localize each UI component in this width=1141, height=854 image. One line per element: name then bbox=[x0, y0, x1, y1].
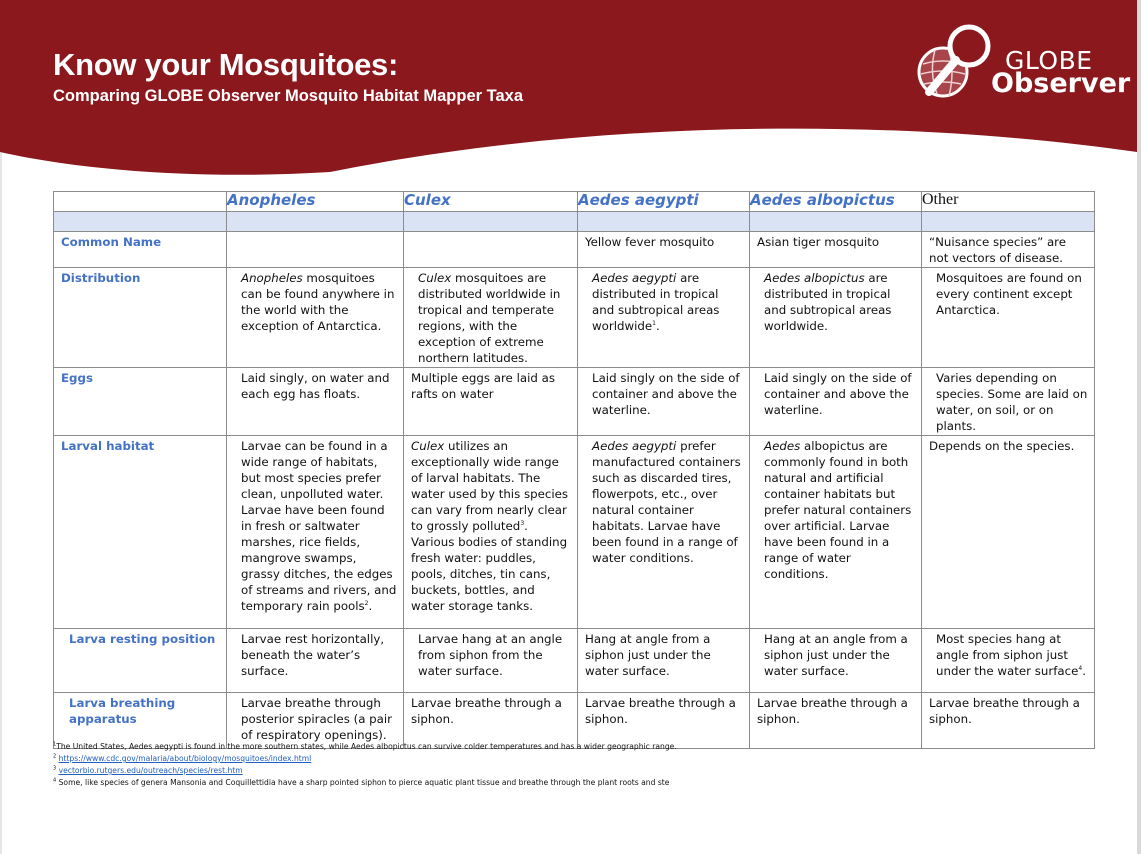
cell-text: Laid singly on the side of container and above the waterline. bbox=[764, 371, 912, 417]
footnote-link[interactable]: vectorbio.rutgers.edu/outreach/species/rest.htm bbox=[58, 766, 243, 775]
cell-text: Yellow fever mosquito bbox=[585, 235, 715, 249]
table-header-row bbox=[54, 192, 1095, 212]
table-cell bbox=[578, 268, 750, 368]
table-cell bbox=[922, 629, 1095, 693]
cell-text: “Nuisance species” are not vectors of disease. bbox=[929, 235, 1067, 265]
cell-text: Larvae breathe through posterior spiracles (a pair of respiratory openings). bbox=[241, 696, 393, 742]
taxon-name: Aedes bbox=[764, 439, 801, 453]
cell-text: Larvae can be found in a wide range of habitats, but most species prefer clean, unpolluted water. Larvae have been found in fresh or saltwater marshes, rice fields, mangrove swamps, grassy ditches, the edges of streams and rivers, and temporary rain pools bbox=[241, 439, 397, 613]
footnote-text: The United States, Aedes aegypti is found in the more southern states, while Aedes albopictus can survive colder temperatures and has a wider geographic range. bbox=[56, 742, 677, 751]
cell-text-tail: . Various bodies of standing fresh water: puddles, pools, ditches, tin cans, buckets, bottles, and water storage tanks. bbox=[411, 519, 568, 613]
row-label: Larva resting position bbox=[54, 629, 227, 693]
header-empty-cell bbox=[54, 192, 227, 212]
cell-text: mosquitoes can be found anywhere in the world with the exception of Antarctica. bbox=[241, 271, 395, 333]
table-cell bbox=[404, 268, 578, 368]
table-cell bbox=[404, 436, 578, 629]
column-header-aedes-aegypti: Aedes aegypti bbox=[578, 192, 750, 212]
cell-text: Hang at an angle from a siphon just under the water surface. bbox=[764, 632, 908, 678]
table-cell bbox=[578, 368, 750, 436]
table-cell bbox=[227, 368, 404, 436]
column-header-other: Other bbox=[922, 192, 1095, 212]
page-subtitle: Comparing GLOBE Observer Mosquito Habitat Mapper Taxa bbox=[53, 87, 524, 105]
cell-text: Depends on the species. bbox=[929, 439, 1075, 453]
cell-text: albopictus are commonly found in both natural and artificial container habitats but prefer natural containers over artificial. Larvae have been found in a range of water conditions. bbox=[764, 439, 912, 581]
table-row-distribution bbox=[54, 268, 1095, 368]
page-title: Know your Mosquitoes: bbox=[53, 47, 399, 82]
table-cell bbox=[922, 436, 1095, 629]
footnote-link[interactable]: https://www.cdc.gov/malaria/about/biology/mosquitoes/index.html bbox=[58, 754, 312, 763]
table-row-larva-resting-position bbox=[54, 629, 1095, 693]
footnote-2 bbox=[53, 753, 677, 765]
table-cell bbox=[750, 693, 922, 749]
taxon-name: Aedes aegypti bbox=[592, 271, 677, 285]
column-header-culex: Culex bbox=[404, 192, 578, 212]
footnote-number: 4 bbox=[53, 777, 57, 784]
logo-text-observer: Observer bbox=[991, 68, 1131, 99]
table-body bbox=[54, 232, 1095, 749]
row-label: Common Name bbox=[54, 232, 227, 268]
table-cell bbox=[578, 232, 750, 268]
taxon-name: Aedes albopictus bbox=[764, 271, 865, 285]
table-cell bbox=[922, 232, 1095, 268]
footnote-ref[interactable]: 1 bbox=[652, 320, 656, 328]
cell-text: Hang at angle from a siphon just under the water surface. bbox=[585, 632, 711, 678]
cell-text: Multiple eggs are laid as rafts on water bbox=[411, 371, 555, 401]
cell-text-tail: . bbox=[655, 319, 660, 333]
table-cell bbox=[227, 232, 404, 268]
cell-text: Larvae breathe through a siphon. bbox=[585, 696, 736, 726]
cell-text: Most species hang at angle from siphon just under the water surface bbox=[936, 632, 1079, 678]
table-cell bbox=[750, 368, 922, 436]
footnote-text: Some, like species of genera Mansonia and Coquillettidia have a sharp pointed siphon to pierce aquatic plant tissue and breathe through the plant roots and ste bbox=[58, 778, 670, 787]
footnote-number: 3 bbox=[53, 765, 57, 772]
taxon-name: Aedes aegypti bbox=[592, 439, 677, 453]
taxon-name: Culex bbox=[411, 439, 445, 453]
cell-text-tail: . bbox=[1082, 664, 1086, 678]
column-header-anopheles: Anopheles bbox=[227, 192, 404, 212]
cell-text: mosquitoes are distributed worldwide in tropical and temperate regions, with the exception of extreme northern latitudes. bbox=[418, 271, 561, 365]
cell-text: Larvae breathe through a siphon. bbox=[411, 696, 562, 726]
table-cell bbox=[750, 629, 922, 693]
taxon-name: Anopheles bbox=[241, 271, 303, 285]
cell-text: Larvae hang at an angle from siphon from the water surface. bbox=[418, 632, 563, 678]
row-label: Distribution bbox=[54, 268, 227, 368]
cell-text: Larvae breathe through a siphon. bbox=[929, 696, 1080, 726]
table-band-row bbox=[54, 212, 1095, 232]
table-cell bbox=[578, 436, 750, 629]
table-cell bbox=[404, 368, 578, 436]
taxon-name: Culex bbox=[418, 271, 452, 285]
cell-text: Mosquitoes are found on every continent except Antarctica. bbox=[936, 271, 1082, 317]
table-row-eggs bbox=[54, 368, 1095, 436]
cell-text: utilizes an exceptionally wide range of larval habitats. The water used by this species can vary from nearly clear to grossly polluted bbox=[411, 439, 569, 533]
footnotes bbox=[53, 741, 677, 789]
footnote-4 bbox=[53, 777, 677, 789]
table-cell bbox=[750, 268, 922, 368]
row-label: Larva breathing apparatus bbox=[54, 693, 227, 749]
cell-text: Asian tiger mosquito bbox=[757, 235, 880, 249]
row-label: Eggs bbox=[54, 368, 227, 436]
footnote-3 bbox=[53, 765, 677, 777]
footnote-ref[interactable]: 2 bbox=[364, 600, 369, 608]
table-cell bbox=[404, 629, 578, 693]
table-cell bbox=[227, 268, 404, 368]
column-header-aedes-albopictus: Aedes albopictus bbox=[750, 192, 922, 212]
table-cell bbox=[578, 629, 750, 693]
cell-text: are distributed in tropical and subtropical areas worldwide bbox=[592, 271, 720, 333]
footnote-ref[interactable]: 3 bbox=[520, 520, 525, 528]
globe-magnifier-icon bbox=[915, 20, 995, 105]
table-cell bbox=[750, 436, 922, 629]
footnote-number: 1 bbox=[53, 741, 57, 748]
cell-text: are distributed in tropical and subtropical areas worldwide. bbox=[764, 271, 892, 333]
table-row-larval-habitat bbox=[54, 436, 1095, 629]
logo-text-globe: GLOBE bbox=[1005, 46, 1093, 75]
table-row-common-name bbox=[54, 232, 1095, 268]
footnote-ref[interactable]: 4 bbox=[1078, 665, 1083, 673]
table-cell bbox=[922, 268, 1095, 368]
table-cell bbox=[227, 629, 404, 693]
table-cell bbox=[227, 436, 404, 629]
cell-text: Varies depending on species. Some are laid on water, on soil, or on plants. bbox=[936, 371, 1088, 433]
table-cell bbox=[404, 232, 578, 268]
cell-text: Laid singly, on water and each egg has floats. bbox=[241, 371, 390, 401]
page-scroll-edge bbox=[1137, 0, 1141, 854]
cell-text: prefer manufactured containers such as discarded tires, flowerpots, etc., over natural container habitats. Larvae have been found in a range of water conditions. bbox=[592, 439, 741, 565]
row-label: Larval habitat bbox=[54, 436, 227, 629]
footnote-1 bbox=[53, 741, 677, 753]
table-cell bbox=[750, 232, 922, 268]
cell-text: Laid singly on the side of container and above the waterline. bbox=[592, 371, 740, 417]
table-cell bbox=[922, 693, 1095, 749]
cell-text: Larvae rest horizontally, beneath the water’s surface. bbox=[241, 632, 385, 678]
mosquito-comparison-table bbox=[53, 191, 1095, 749]
globe-observer-logo bbox=[915, 20, 1131, 105]
cell-text-tail: . bbox=[368, 599, 373, 613]
cell-text: Larvae breathe through a siphon. bbox=[757, 696, 908, 726]
footnote-number: 2 bbox=[53, 753, 57, 760]
table-cell bbox=[922, 368, 1095, 436]
